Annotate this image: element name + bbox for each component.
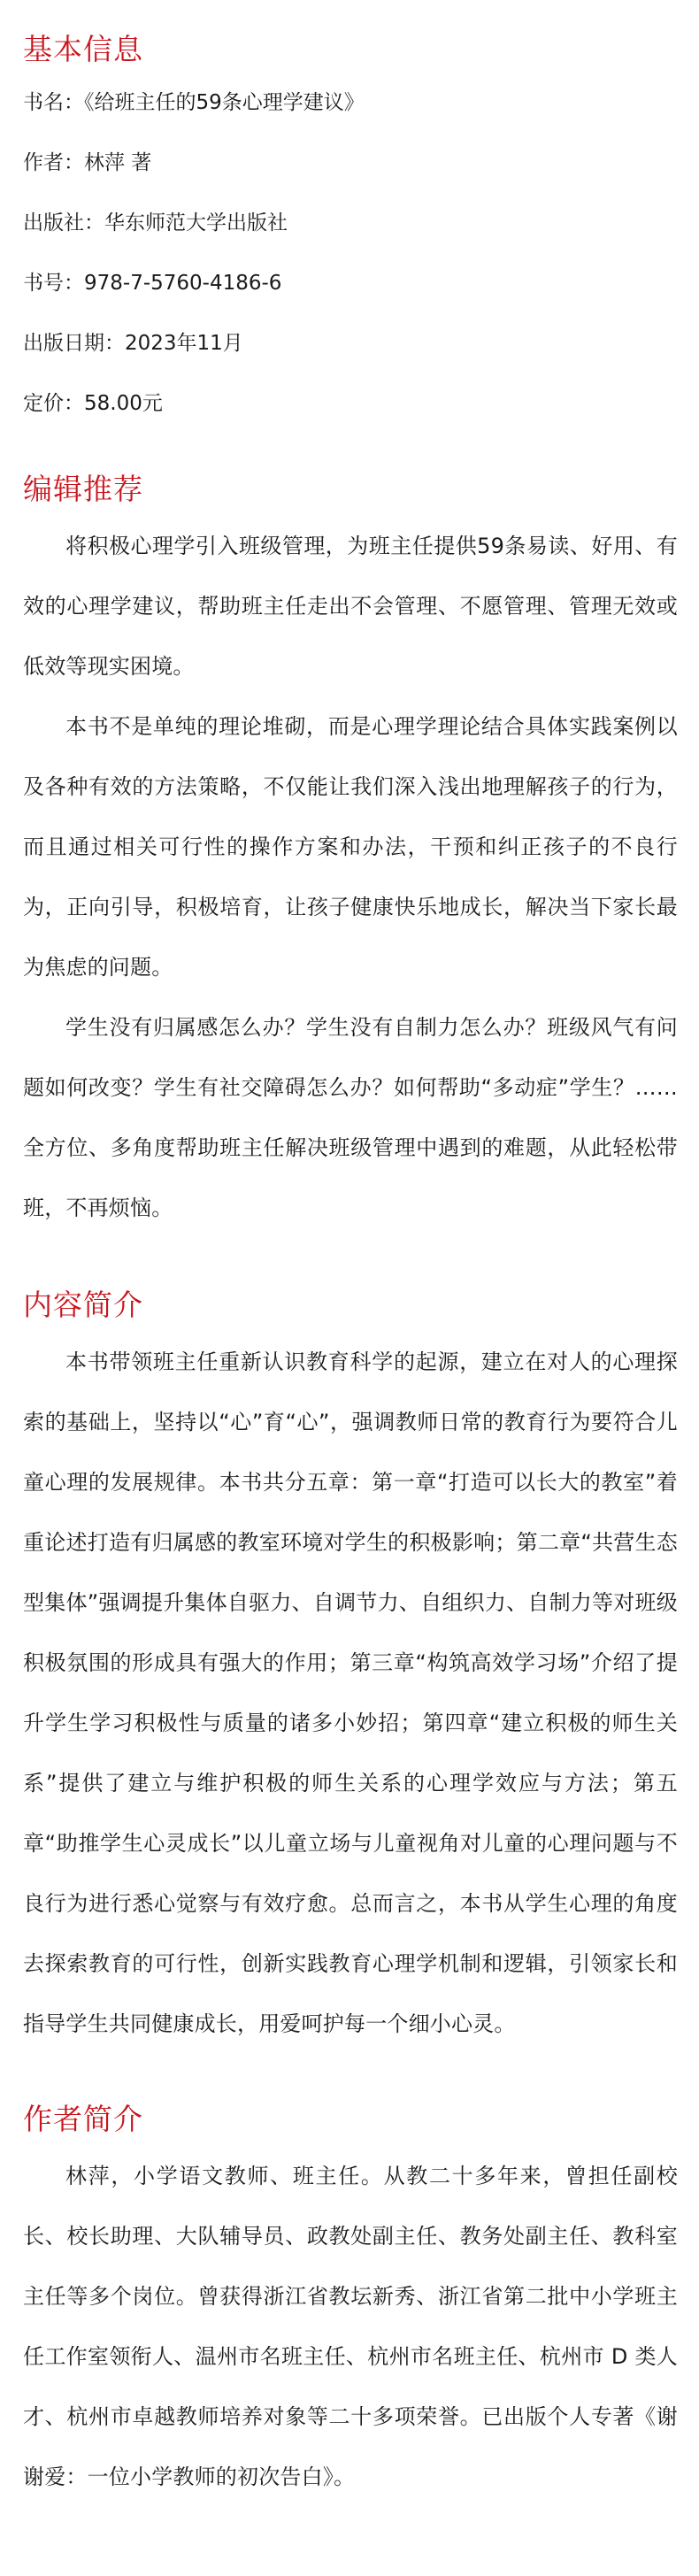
author-intro-title: 作者简介: [23, 2102, 143, 2136]
author-item: 作者：林萍 著: [23, 151, 152, 174]
content-intro-title: 内容简介: [23, 1288, 143, 1322]
content-intro-body: [23, 1332, 678, 2054]
publish-date-item: 出版日期：2023年11月: [23, 332, 243, 355]
author-intro-body: [23, 2146, 678, 2507]
editor-recommendation-paragraph: 本书不是单纯的理论堆砌，而是心理学理论结合具体实践案例以及各种有效的方法策略，不仅能让我们深入浅出地理解孩子的行为，而且通过相关可行性的操作方案和办法，干预和纠正孩子的不良行为，正向引导，积极培育，让孩子健康快乐地成长，解决当下家长最为焦虑的问题。: [23, 714, 678, 980]
publisher-item: 出版社：华东师范大学出版社: [23, 211, 288, 235]
content-intro-section: [23, 1286, 678, 2054]
author-intro-paragraph: 林萍，小学语文教师、班主任。从教二十多年来，曾担任副校长、校长助理、大队辅导员、政教处副主任、教务处副主任、教科室主任等多个岗位。曾获得浙江省教坛新秀、浙江省第二批中小学班主任工作室领衔人、温州市名班主任、杭州市名班主任、杭州市 D 类人才、杭州市卓越教师培养对象等二十多项荣誉。已出版个人专著《谢谢爱：一位小学教师的初次告白》。: [23, 2164, 678, 2489]
basic-info-list: [23, 88, 678, 419]
editor-recommendation-title: 编辑推荐: [23, 472, 143, 506]
editor-recommendation-paragraph: 学生没有归属感怎么办？学生没有自制力怎么办？班级风气有问题如何改变？学生有社交障碍怎么办？如何帮助“多动症”学生？……全方位、多角度帮助班主任解决班级管理中遇到的难题，从此轻松带班，不再烦恼。: [23, 1015, 678, 1220]
editor-recommendation-body: [23, 516, 678, 1238]
basic-info-section: [23, 30, 678, 419]
book-title-item: 书名：《给班主任的59条心理学建议》: [23, 91, 365, 114]
editor-recommendation-section: [23, 470, 678, 1238]
basic-info-title: 基本信息: [23, 32, 143, 66]
author-intro-section: [23, 2100, 678, 2507]
editor-recommendation-paragraph: 将积极心理学引入班级管理，为班主任提供59条易读、好用、有效的心理学建议，帮助班主任走出不会管理、不愿管理、管理无效或低效等现实困境。: [23, 534, 678, 679]
price-item: 定价：58.00元: [23, 392, 163, 415]
content-intro-paragraph: 本书带领班主任重新认识教育科学的起源，建立在对人的心理探索的基础上，坚持以“心”育“心”，强调教师日常的教育行为要符合儿童心理的发展规律。本书共分五章：第一章“打造可以长大的教室”着重论述打造有归属感的教室环境对学生的积极影响；第二章“共营生态型集体”强调提升集体自驱力、自调节力、自组织力、自制力等对班级积极氛围的形成具有强大的作用；第三章“构筑高效学习场”介绍了提升学生学习积极性与质量的诸多小妙招；第四章“建立积极的师生关系”提供了建立与维护积极的师生关系的心理学效应与方法；第五章“助推学生心灵成长”以儿童立场与儿童视角对儿童的心理问题与不良行为进行悉心觉察与有效疗愈。总而言之，本书从学生心理的角度去探索教育的可行性，创新实践教育心理学机制和逻辑，引领家长和指导学生共同健康成长，用爱呵护每一个细小心灵。: [23, 1350, 678, 2036]
isbn-item: 书号：978-7-5760-4186-6: [23, 272, 282, 295]
